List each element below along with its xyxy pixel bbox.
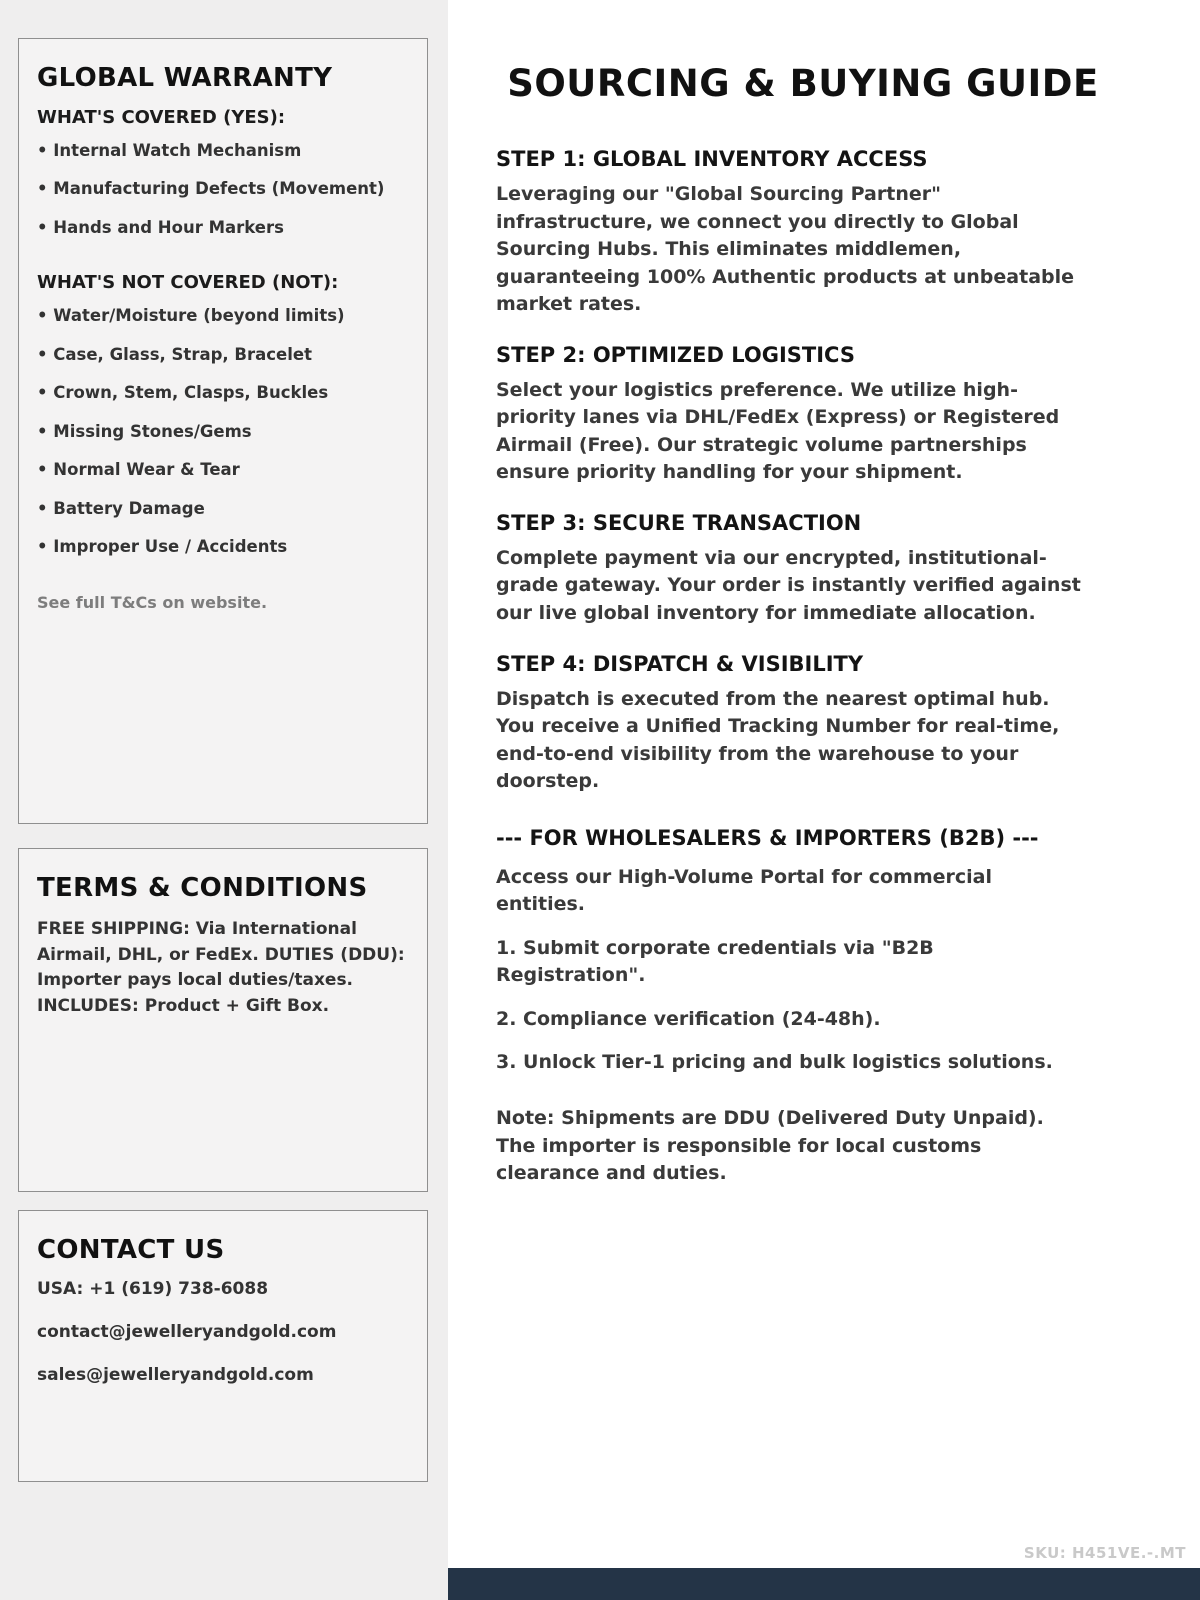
step-3-heading: STEP 3: SECURE TRANSACTION [496,510,862,535]
contact-email-primary: contact@jewelleryandgold.com [37,1322,337,1342]
list-item: • Missing Stones/Gems [37,421,411,442]
step-3-section [496,511,1081,628]
warranty-footnote: See full T&Cs on website. [37,593,268,613]
list-item: • Hands and Hour Markers [37,217,411,238]
contact-title: CONTACT US [37,1235,225,1265]
b2b-step-2: 2. Compliance verification (24-48h). [496,1007,881,1030]
terms-body: FREE SHIPPING: Via International Airmail, DHL, or FedEx. DUTIES (DDU): Importer pays local duties/taxes. INCLUDES: Product + Gift Box. [37,919,405,1016]
step-4-heading: STEP 4: DISPATCH & VISIBILITY [496,651,864,676]
b2b-heading: --- FOR WHOLESALERS & IMPORTERS (B2B) --- [496,825,1039,850]
contact-email-sales: sales@jewelleryandgold.com [37,1365,314,1385]
contact-panel [18,1210,428,1482]
contact-phone: USA: +1 (619) 738-6088 [37,1279,269,1299]
b2b-step-3: 3. Unlock Tier-1 pricing and bulk logistics solutions. [496,1051,1053,1074]
list-item: • Normal Wear & Tear [37,459,411,480]
terms-panel [18,848,428,1192]
list-item: • Case, Glass, Strap, Bracelet [37,344,411,365]
step-3-body: Complete payment via our encrypted, institutional-grade gateway. Your order is instantly verified against our live global inventory for immediate allocation. [496,546,1081,625]
b2b-intro: Access our High-Volume Portal for commercial entities. [496,865,992,916]
step-2-section [496,343,1081,487]
covered-list [37,140,411,238]
page-title: SOURCING & BUYING GUIDE [507,62,1099,105]
terms-title: TERMS & CONDITIONS [37,873,368,903]
step-4-body: Dispatch is executed from the nearest optimal hub. You receive a Unified Tracking Number for real-time, end-to-end visibility from the warehouse to your doorstep. [496,687,1060,793]
step-2-heading: STEP 2: OPTIMIZED LOGISTICS [496,342,855,367]
list-item: • Crown, Stem, Clasps, Buckles [37,382,411,403]
step-2-body: Select your logistics preference. We utilize high-priority lanes via DHL/FedEx (Express) or Registered Airmail (Free). Our strategic volume partnerships ensure priority handling for your shipment. [496,378,1060,484]
b2b-step-1: 1. Submit corporate credentials via "B2B Registration". [496,936,934,987]
list-item: • Internal Watch Mechanism [37,140,411,161]
step-1-section [496,147,1081,319]
b2b-note: Note: Shipments are DDU (Delivered Duty Unpaid). The importer is responsible for local customs clearance and duties. [496,1107,1044,1185]
covered-subheading: WHAT'S COVERED (YES): [37,107,286,128]
warranty-panel [18,38,428,824]
sidebar [0,0,448,1600]
sku-label: SKU: H451VE.-.MT [1023,1544,1186,1562]
list-item: • Battery Damage [37,498,411,519]
list-item: • Improper Use / Accidents [37,536,411,557]
step-1-heading: STEP 1: GLOBAL INVENTORY ACCESS [496,147,928,171]
step-1-body: Leveraging our "Global Sourcing Partner" infrastructure, we connect you directly to Global Sourcing Hubs. This eliminates middlemen, guaranteeing 100% Authentic products at unbeatable market rates. [496,183,1075,316]
list-item: • Manufacturing Defects (Movement) [37,178,411,199]
main-content [448,0,1200,1600]
not-covered-subheading: WHAT'S NOT COVERED (NOT): [37,272,339,294]
footer-bar [448,1568,1200,1600]
step-4-section [496,652,1081,796]
not-covered-list [37,305,411,557]
list-item: • Water/Moisture (beyond limits) [37,305,411,326]
warranty-title: GLOBAL WARRANTY [37,63,333,93]
